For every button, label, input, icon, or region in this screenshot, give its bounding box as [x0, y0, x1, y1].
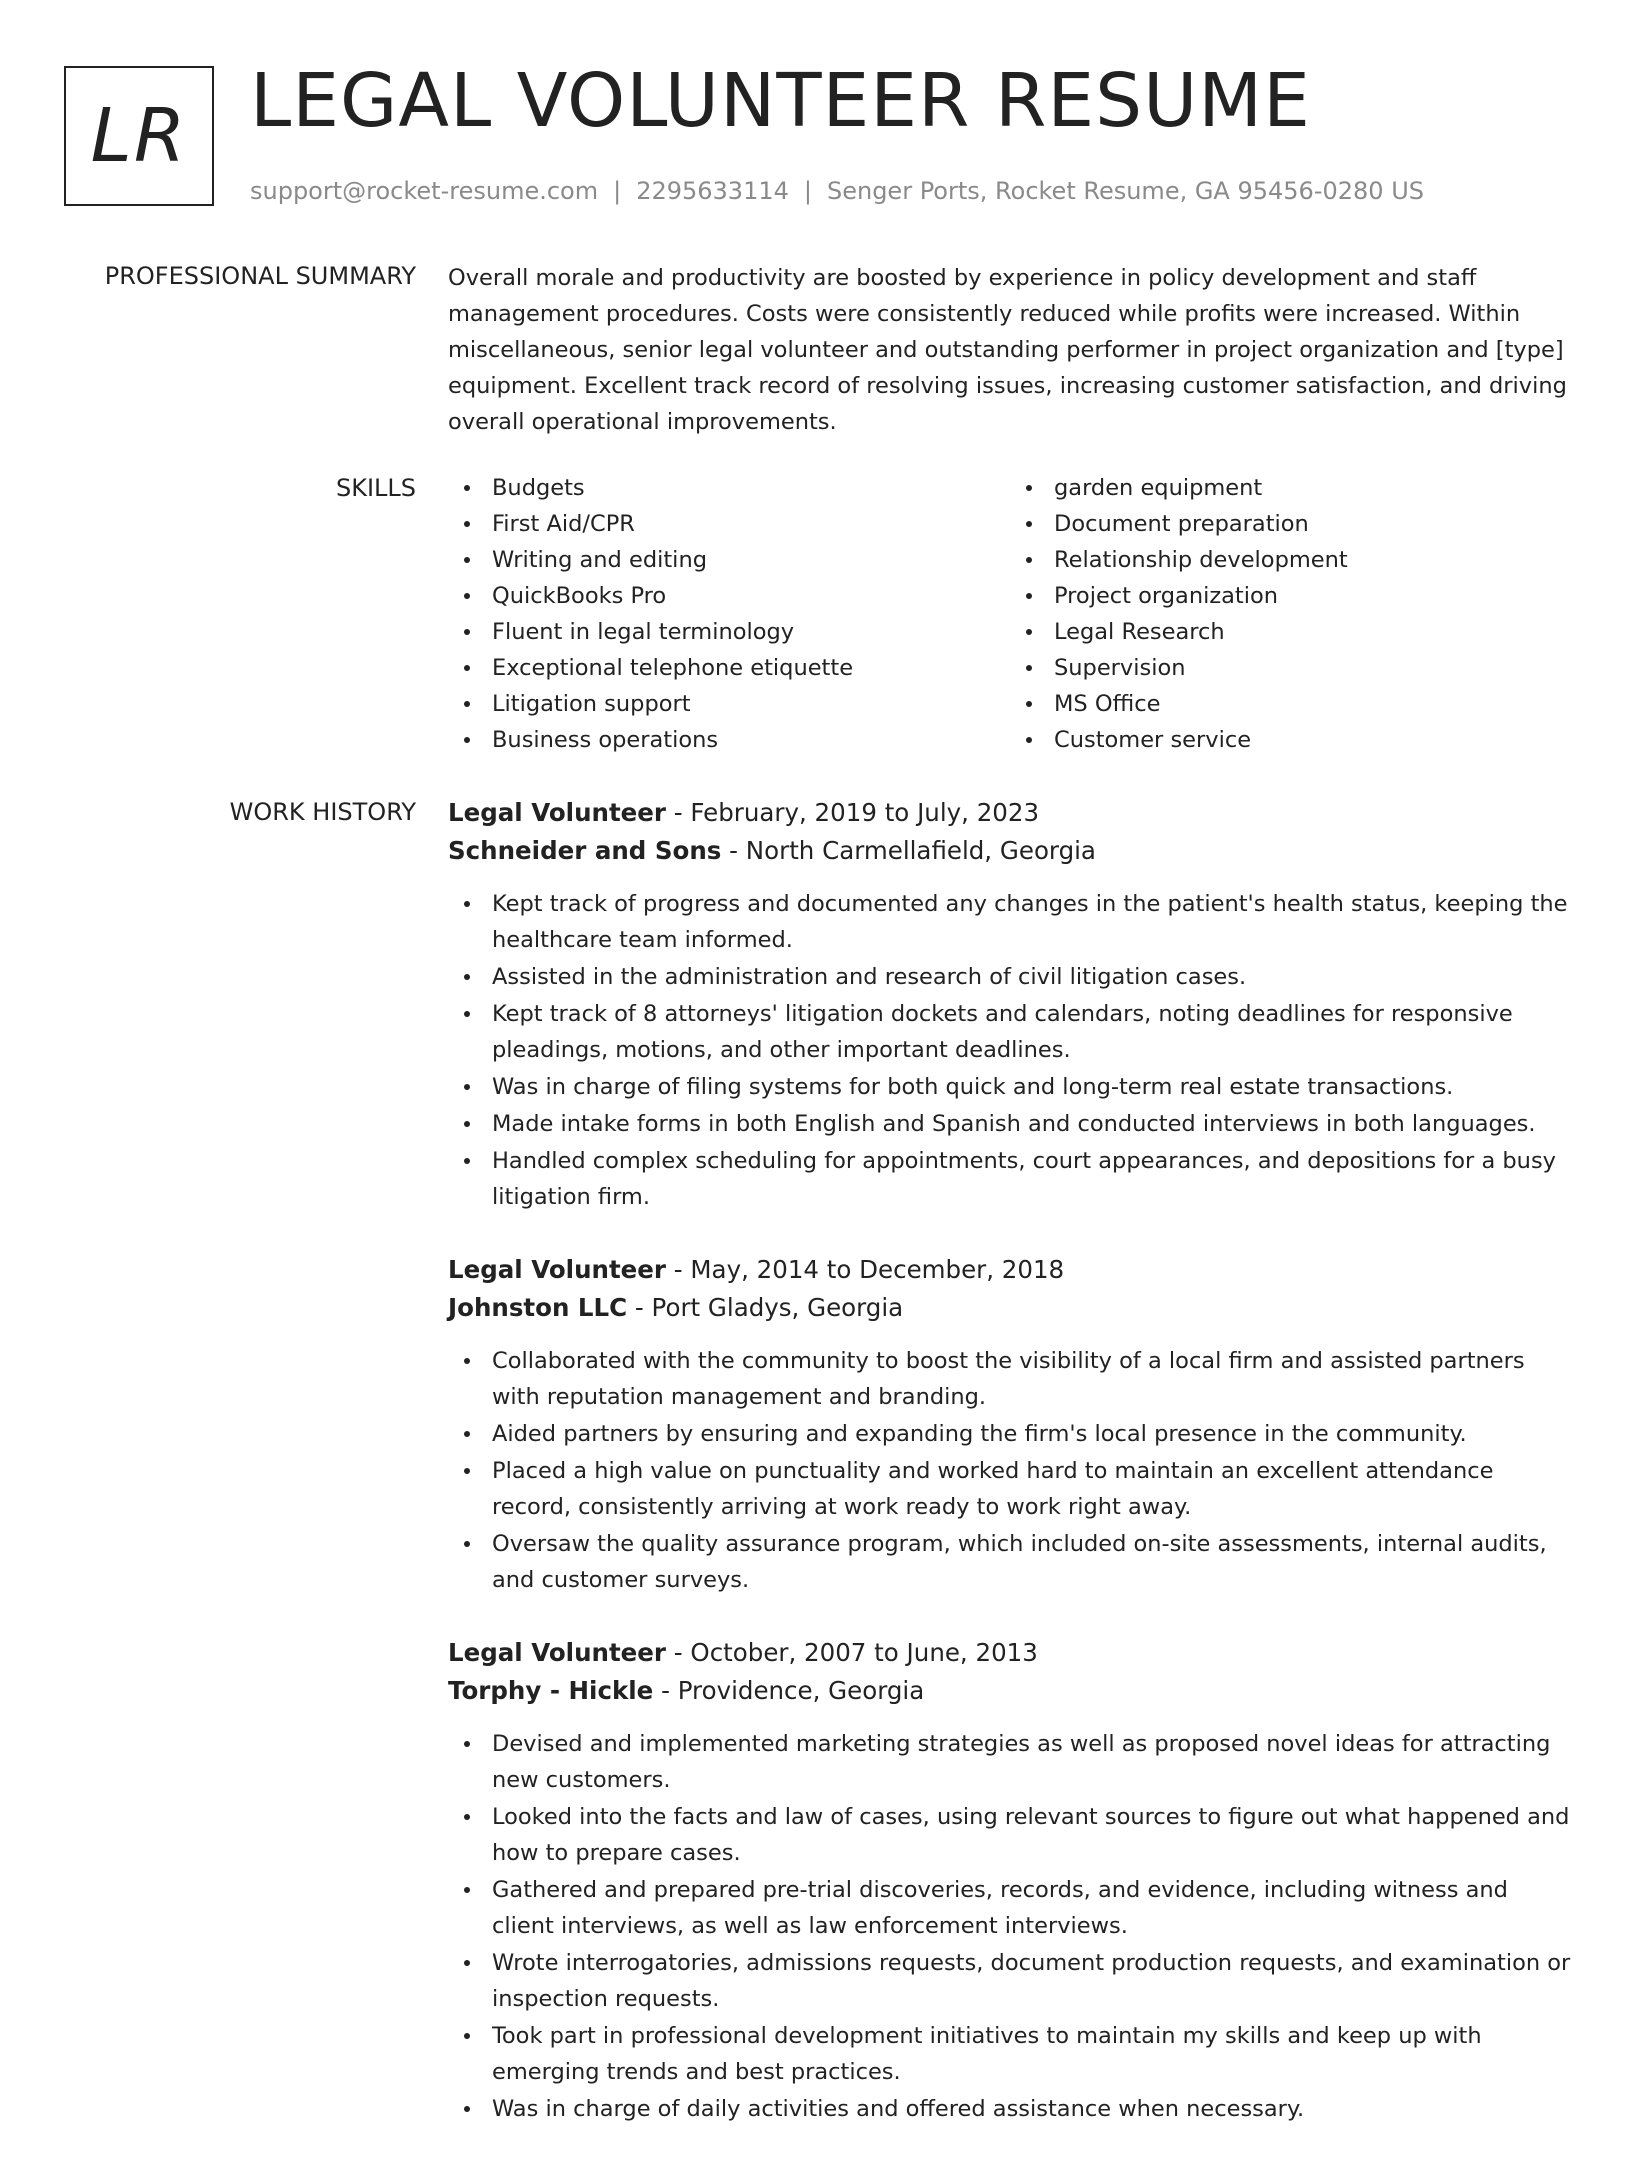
skill-item: Project organization	[1054, 578, 1572, 614]
skill-item: Supervision	[1054, 650, 1572, 686]
job-bullet: Kept track of progress and documented any changes in the patient's health status, keeping the healthcare team informed.	[492, 886, 1572, 958]
work-history-section	[448, 794, 1572, 2163]
skill-item: Exceptional telephone etiquette	[492, 650, 1010, 686]
job-bullet: Gathered and prepared pre-trial discoveries, records, and evidence, including witness and client interviews, as well as law enforcement interviews.	[492, 1872, 1572, 1944]
job-bullet: Kept track of 8 attorneys' litigation dockets and calendars, noting deadlines for responsive pleadings, motions, and other important deadlines.	[492, 996, 1572, 1068]
job-company-line	[448, 1289, 1572, 1327]
job-entry	[448, 1251, 1572, 1598]
job-bullets	[448, 1726, 1572, 2127]
job-company-line	[448, 1672, 1572, 1710]
job-bullet: Placed a high value on punctuality and worked hard to maintain an excellent attendance record, consistently arriving at work ready to work right away.	[492, 1453, 1572, 1525]
skill-item: Document preparation	[1054, 506, 1572, 542]
job-bullet: Wrote interrogatories, admissions requests, document production requests, and examination or inspection requests.	[492, 1945, 1572, 2017]
job-company: Johnston LLC	[448, 1293, 628, 1322]
skill-item: Writing and editing	[492, 542, 1010, 578]
job-company: Schneider and Sons	[448, 836, 722, 865]
monogram-logo: LR	[64, 66, 214, 206]
skill-item: Relationship development	[1054, 542, 1572, 578]
job-location: - North Carmellafield, Georgia	[721, 836, 1096, 865]
summary-heading: PROFESSIONAL SUMMARY	[104, 262, 416, 290]
job-entry	[448, 1634, 1572, 2127]
job-location: - Port Gladys, Georgia	[627, 1293, 904, 1322]
job-bullet: Was in charge of daily activities and offered assistance when necessary.	[492, 2091, 1572, 2127]
skill-item: Legal Research	[1054, 614, 1572, 650]
job-location: - Providence, Georgia	[653, 1676, 925, 1705]
skill-item: garden equipment	[1054, 470, 1572, 506]
job-company: Torphy - Hickle	[448, 1676, 654, 1705]
job-title: Legal Volunteer	[448, 1255, 666, 1284]
job-dates: - May, 2014 to December, 2018	[666, 1255, 1065, 1284]
contact-address: Senger Ports, Rocket Resume, GA 95456-0280 US	[826, 177, 1424, 205]
job-title: Legal Volunteer	[448, 1638, 666, 1667]
job-bullet: Was in charge of filing systems for both quick and long-term real estate transactions.	[492, 1069, 1572, 1105]
job-bullet: Collaborated with the community to boost the visibility of a local firm and assisted partners with reputation management and branding.	[492, 1343, 1572, 1415]
skill-item: MS Office	[1054, 686, 1572, 722]
job-entry	[448, 794, 1572, 1215]
job-dates: - October, 2007 to June, 2013	[666, 1638, 1038, 1667]
skill-item: Fluent in legal terminology	[492, 614, 1010, 650]
skills-heading: SKILLS	[335, 474, 416, 502]
skill-item: Customer service	[1054, 722, 1572, 758]
contact-phone: 2295633114	[636, 177, 789, 205]
job-bullet: Made intake forms in both English and Spanish and conducted interviews in both languages.	[492, 1106, 1572, 1142]
summary-text: Overall morale and productivity are boosted by experience in policy development and staff management procedures. Costs were consistently reduced while profits were increased. Within miscellaneous, senior legal volunteer and outstanding performer in project organization and [type] equipment. Excellent track record of resolving issues, increasing customer satisfaction, and driving overall operational improvements.	[448, 265, 1567, 435]
job-title-line	[448, 1251, 1572, 1289]
job-company-line	[448, 832, 1572, 870]
skill-item: QuickBooks Pro	[492, 578, 1010, 614]
summary-section	[448, 260, 1572, 440]
job-bullets	[448, 886, 1572, 1215]
job-bullet: Handled complex scheduling for appointments, court appearances, and depositions for a busy litigation firm.	[492, 1143, 1572, 1215]
skill-item: Litigation support	[492, 686, 1010, 722]
job-bullet: Took part in professional development initiatives to maintain my skills and keep up with emerging trends and best practices.	[492, 2018, 1572, 2090]
contact-email: support@rocket-resume.com	[250, 177, 599, 205]
contact-line	[250, 174, 1424, 208]
work-history-heading: WORK HISTORY	[229, 798, 416, 826]
skill-item: Business operations	[492, 722, 1010, 758]
job-bullets	[448, 1343, 1572, 1598]
skills-left-column	[448, 470, 1010, 758]
resume-title: LEGAL VOLUNTEER RESUME	[250, 58, 1311, 144]
skill-item: First Aid/CPR	[492, 506, 1010, 542]
job-bullet: Assisted in the administration and research of civil litigation cases.	[492, 959, 1572, 995]
job-bullet: Oversaw the quality assurance program, which included on-site assessments, internal audits, and customer surveys.	[492, 1526, 1572, 1598]
job-bullet: Aided partners by ensuring and expanding the firm's local presence in the community.	[492, 1416, 1572, 1452]
job-title-line	[448, 1634, 1572, 1672]
contact-separator: |	[613, 177, 622, 205]
job-dates: - February, 2019 to July, 2023	[666, 798, 1040, 827]
job-bullet: Devised and implemented marketing strategies as well as proposed novel ideas for attracting new customers.	[492, 1726, 1572, 1798]
job-title: Legal Volunteer	[448, 798, 666, 827]
contact-separator: |	[803, 177, 812, 205]
job-bullet: Looked into the facts and law of cases, using relevant sources to figure out what happened and how to prepare cases.	[492, 1799, 1572, 1871]
skills-right-column	[1010, 470, 1572, 758]
job-title-line	[448, 794, 1572, 832]
skill-item: Budgets	[492, 470, 1010, 506]
skills-section	[448, 470, 1572, 758]
